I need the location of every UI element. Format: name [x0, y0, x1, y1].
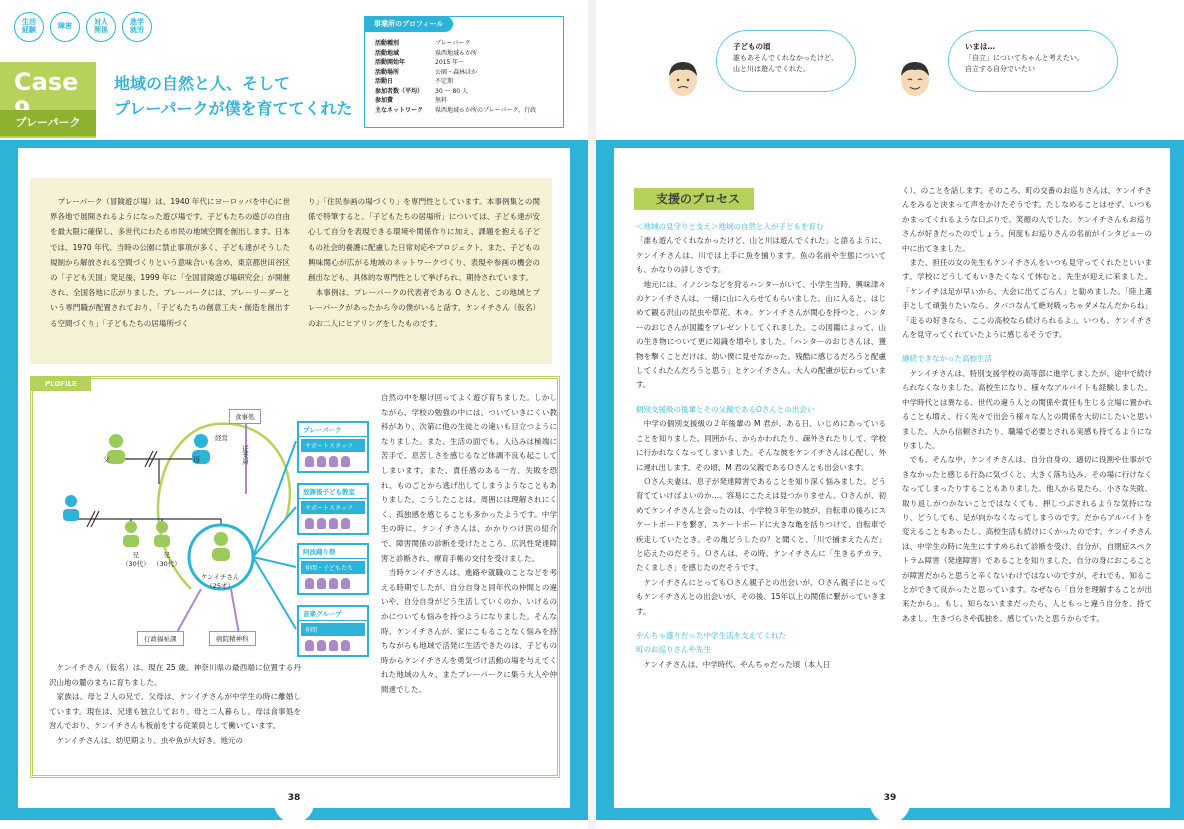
- tag-life: 生活 経験: [14, 12, 44, 42]
- father-label: 父: [103, 456, 110, 464]
- organization-profile-card: [364, 16, 564, 128]
- profile-card-heading: 事業所のプロフィール: [364, 16, 453, 32]
- profile-row: [375, 68, 536, 78]
- person-icon: [305, 640, 314, 651]
- content-area: [18, 148, 570, 808]
- profile-row-key: 活動開始年: [375, 59, 406, 66]
- case-subtitle: プレーパーク: [0, 110, 96, 136]
- organization-box-title: プレーパーク: [299, 423, 367, 437]
- body-paragraph: ケンイチさんは、中学時代、やんちゃだった頃（本人日: [636, 659, 831, 669]
- profile-right-text: 自然の中を駆け回ってよく遊び育ちました。しかしながら、学校の勉強の中には、ついていきにくい教科があり、次第に他の生徒との違いも目立つようになりました。また、生活の面でも、人込みは極端に苦手で、息苦しさを感じるなど体調不良も起こしてしまいます。また、責任感のある一方、失敗を恐れ、ものごとから逃げ出してしまうようなこともありました。こうしたことは、周囲には理解されにくく、孤独感を感じることも多かったようです。中学生の時に、ケンイチさんは、かかりつけ医の紹介で、障害関係の診断を受けたところ、広汎性発達障害と診断され、療育手帳の交付を受けました。 当時ケンイチさんは、進路や就職のことなどを考える時期でしたが、自分自身と同年代の仲間との違いや、自分自身がどう生活していくのか、いけるのかについても悩みを持つようになりました。そんな時、ケンイチさんが、家にこもることなく悩みを持ちながらも地域で活発に生活できたのは、子どもの時からケンイチさんを勇気づけ活動の場を与えてくれた地域の人々、またプレーパークに集う大人や仲間達でした。: [381, 393, 557, 694]
- person-icon: [329, 518, 338, 529]
- body-paragraph: 「誰も遊んでくれなかったけど、山と川は遊んでくれた」と語るように、ケンイチさんは、川では上手に魚を捕ります。魚の名前や生態についても、かなりの詳しさです。 地元には、イノシシなどを狩るハンターがいて、小学生当時、興味津々のケンイチさんは、一緒に山に入らせてもらいました。山に入ると、はじめて観る沢山の昆虫や草花、木々。ケンイチさんが関心を持つと、ハンターのおじさんが図鑑をプレゼントしてくれました。この図鑑によって、山の生き物について更に知識を増やしました。「ハンターのおじさんは、獲物を撃くことだけは、幼い僕に見せなかった。残酷に感じるだろうと配慮してくれたんだろうと思う」とケンイチさん。大人の配慮が伝わっています。: [636, 236, 886, 390]
- tag-disability: 障害: [50, 12, 80, 42]
- content-frame-right: [596, 140, 1184, 820]
- profile-row-value: 2015 年～: [435, 59, 465, 66]
- body-paragraph: ケンイチさんは、特別支援学校の高等部に進学しましたが、途中で続けられなくなりました。高校生になり、様々なアルバイトも経験しました。中学時代とは異なる、世代の違う人との関係や責任も生じる立場に置かれることも増え、行く先々で出会う様々な人との関係を大切にしたいと思いました。人から信頼されたり、職場で必要とされる実感も持てるようになりました。 でも、そんな中、ケンイチさんは、自分自身の、適切に役割や仕事ができなかったと感じる行為に気づくと、大きく落ち込み、その場に行けなくなってしまったりすることもありました。他人から見たら、小さな失敗、取り返しがつかないことではなくても、押しつぶされるような気持になり、どうしても、足が向かなくなってしまうのです。だからアルバイトを変えることもあったし、高校生活も続けにくかったのです。ケンイチさんは、中学生の時に先生にすすめられて診断を受け、自分が、自閉症スペクトラム障害（発達障害）であることを知りました。自分の身におこることが障害だからと思うと辛くないわけではないのですが、それでも、知ることができて良かったと思っています。なぜなら「自分を理解することが出来たから」。もし、知らないままだったら、人ともっと違う自分を、持てあまし、生きづらさや孤独を、感じていたと思うからです。: [902, 368, 1152, 623]
- person-icon: [329, 578, 338, 589]
- subsection-heading: 個別支援級の後輩とその父親であるOさんとの出会い: [636, 404, 815, 414]
- case-title: Case: [14, 68, 79, 96]
- management-label: 経営: [215, 434, 228, 442]
- person-icon: [341, 456, 350, 467]
- center-person-label: ケンイチさん （25才）: [201, 573, 240, 590]
- profile-row-value: 公園・森林ほか: [435, 68, 478, 76]
- bubble-now-title: いまは…: [965, 42, 995, 51]
- profile-row: [375, 58, 536, 68]
- right-column-2: [902, 184, 1152, 626]
- profile-section: [30, 376, 560, 778]
- subsection-heading: 継続できなかった高校生活: [902, 354, 992, 364]
- profile-row: [375, 96, 536, 106]
- welfare-office-box: 行政福祉課: [137, 631, 184, 646]
- profile-row: [375, 77, 536, 87]
- organization-box-title: 放課後子ども教室: [299, 485, 367, 499]
- left-page: [0, 0, 588, 829]
- person-icon: [305, 578, 314, 589]
- person-icon: [317, 518, 326, 529]
- person-icon: [329, 640, 338, 651]
- content-area-right: [614, 148, 1170, 808]
- adult-face-icon: [898, 58, 932, 98]
- section-title: 支援のプロセス: [634, 188, 754, 210]
- profile-row: [375, 106, 536, 116]
- profile-row-key: 活動種別: [375, 40, 400, 47]
- restaurant-box: 食事処: [229, 409, 261, 424]
- person-icon: [317, 640, 326, 651]
- organization-box-sub: サポートスタッフ: [301, 439, 365, 452]
- people-icons: [299, 454, 367, 469]
- bubble-now-text: 「自立」についてちゃんと考えたい。 自立する自分でいたい: [965, 54, 1084, 73]
- psychiatry-box: 病院精神科: [209, 631, 256, 646]
- profile-row-value: 30 ～ 80 人: [435, 87, 468, 95]
- bubble-childhood-text: 誰もあそんでくれなかったけど、 山と川は遊んでくれた。: [733, 54, 838, 73]
- profile-row-value: プレーパーク: [435, 40, 471, 47]
- profile-row-key: 参加者数（平均）: [375, 87, 424, 95]
- profile-label: PLOFILE: [31, 377, 91, 391]
- title-line-1: 地域の自然と人、そして: [114, 74, 291, 93]
- title-line-2: プレーパークが僕を育ててくれた: [114, 98, 353, 118]
- people-icons: [299, 576, 367, 591]
- person-icon: [317, 456, 326, 467]
- profile-row: [375, 87, 536, 97]
- organization-box: [297, 543, 369, 595]
- profile-row: [375, 49, 536, 59]
- bubble-childhood-title: 子どもの頃: [733, 42, 771, 51]
- organization-box-sub: 仲間・子どもたち: [301, 561, 365, 574]
- case-badge: [0, 62, 96, 138]
- content-frame: [0, 140, 588, 820]
- brother1-icon: [123, 521, 139, 547]
- person-icon: [329, 456, 338, 467]
- profile-row-value: 不定期: [435, 78, 454, 85]
- page-title: [114, 72, 353, 122]
- people-icons: [299, 516, 367, 531]
- profile-row-value: 県西地域６か所: [435, 49, 478, 57]
- body-paragraph: く）、のことを話します。そのころ、町の交番のお巡りさんは、ケンイチさんをみると決まって声をかけたそうです。たしなめることはせず、いつもかまってくれるような口ぶりで、笑顔の人でした。ケンイチさんもお巡りさんが好きだったのでしょう。何度もお巡りさんの名前がインタビューの中に出てきました。 また、担任の女の先生もケンイチさんをいつも見守ってくれたといいます。学校にどうしてもいきたくなくて休むと、先生が迎えに来ました。「ケンイチは足が早いから、大会に出てごらん」と勧めました。「陸上選手として頑張りたいなら、タバコなんて絶対吸っちゃダメなんだからね」「走るの好きなら、ここの高校なら続けられるよ」。いつも、ケンイチさんを見守ってくれていたように感じるそうです。: [902, 186, 1152, 340]
- page-number-right: 39: [870, 783, 910, 823]
- profile-rows: [375, 39, 536, 115]
- organization-box-title: 音楽グループ: [299, 607, 367, 621]
- profile-row-key: 活動日: [375, 78, 394, 85]
- page-number-left: 38: [274, 783, 314, 823]
- organization-box-title: 阿波踊り祭: [299, 545, 367, 559]
- mother-label: 母: [193, 456, 200, 464]
- employee-label: 従業員: [241, 445, 249, 465]
- profile-row-value: 無料: [435, 97, 448, 104]
- subsection-heading: ＜地域の見守りと支え＞地域の自然と人が子どもを育む: [636, 222, 824, 231]
- profile-row-key: 主なネットワーク: [375, 106, 424, 114]
- tag-career: 進学 就労: [122, 12, 152, 42]
- intro-box: [30, 178, 552, 364]
- profile-row-value: 県西地域６か所のプレーパーク、行政: [435, 106, 537, 114]
- profile-row-key: 活動地域: [375, 49, 400, 57]
- brother2-label: 兄 （30代）: [153, 551, 181, 568]
- right-column-1: [636, 220, 886, 672]
- organization-box: [297, 421, 369, 473]
- right-page: [596, 0, 1184, 829]
- profile-bottom-text: ケンイチさん（仮名）は、現在 25 歳。神奈川県の最西端に位置する丹沢山地の麓のまちに育ちました。 家族は、母と２人の兄で、父母は、ケンイチさんが中学生の時に離婚しています。現在は、兄達も独立しており、母と二人暮らし。母は食事処を営んでおり、ケンイチさんも板前をする従業員として働いています。 ケンイチさんは、幼児期より、虫や魚が大好き。地元の: [49, 663, 301, 745]
- person-icon: [341, 578, 350, 589]
- profile-row-key: 参加費: [375, 97, 394, 104]
- organization-box-sub: 仲間: [301, 623, 365, 636]
- profile-row: [375, 39, 536, 49]
- subsection-heading: やんちゃ盛りだった中学生活を支えてくれた 町のお巡りさんや先生: [636, 630, 786, 655]
- people-icons: [299, 638, 367, 653]
- person-icon: [341, 518, 350, 529]
- organization-box: [297, 483, 369, 535]
- person-icon: [305, 456, 314, 467]
- organization-box-sub: サポートスタッフ: [301, 501, 365, 514]
- bubble-childhood: [716, 30, 856, 92]
- category-tags: [14, 12, 152, 42]
- intro-column-1: プレーパーク（冒険遊び場）は、1940 年代にヨーロッパを中心に世界各地で展開されるようになった遊び場です。子どもたちの遊びの自由を最大限に確保し、多世代にわたる市民の地域空間を創出します。日本では、1970 年代、当時の公園に禁止事項が多く、子ども達がそうした規制から解放される空間づくりという意味合いも含め、東京都世田谷区の「子ども天国」発足後、1999 年に「全国冒険遊び場研究会」が開催され、全国各地に広がりました。プレーパークには、プレーリーダーという専門職が配置されており、「子どもたちの創意工夫・創造を創出する空間づくり」「子どもたちの居場所づく: [50, 197, 290, 328]
- person-icon: [341, 640, 350, 651]
- partner-icon: [63, 495, 79, 521]
- person-icon: [305, 518, 314, 529]
- child-face-icon: [666, 58, 700, 98]
- profile-row-key: 活動場所: [375, 68, 400, 76]
- organization-box: [297, 605, 369, 657]
- person-icon: [317, 578, 326, 589]
- body-paragraph: 中学の個別支援級の２年後輩の M 君が、ある日、いじめにあっていることを知りました。同囲から、からかわれたり、疎外されたりして、学校に行かれなくなってしまいました。そんな彼をケンイチさんは心配し、外に連れ出します。その頃、M 君の父親であるＯさんとも出会います。 Ｏさん夫妻は、息子が発達障害であることを知り深く悩みました。どう育てていけばよいのか…。容易にこたえは見つかりません。Ｏさんが、初めてケンイチさんと会ったのは、小学校３年生の彼が、自転車の後ろにスケートボードを繋ぎ、スケートボードに大きな亀を括りつけて、自転車で疾走していたとき。その亀どうしたの？と聞くと、「川で捕まえたんだ」と応えたのだそう。Ｏさんは、その時、ケンイチさんに「生きるチカラ、たくましさ」を感じたのだそうです。 ケンイチさんにとってもＯさん親子との出会いが、Ｏさん親子にとってもケンイチさんとの出会いが、その後、15年以上の関係に繋がっていきます。: [636, 419, 886, 616]
- intro-column-2: り」「住民参画の場づくり」を専門性としています。本事例集との関係で特筆すると、「子どもたちの居場所」については、子ども達が安心して自分を表現できる環境や関係作りに加え、課題を抱える子どもの社会的養護に配慮した日常対応やプロジェクト、また、子どもの興味関心が広がる地域のネットワークづくり、表現や参画の機会の創出なども、具体的な専門性として挙げられ、期待されています。 本事例は、プレーパークの代表者である O さんと、この地域とプレーパークがあったから今の僕がいると話す、ケンイチさん（仮名）のお二人にヒアリングをしたものです。: [308, 197, 540, 328]
- bubble-now: [948, 30, 1118, 92]
- tag-relationship: 対人 関係: [86, 12, 116, 42]
- brother1-label: 兄 （30代）: [122, 551, 150, 568]
